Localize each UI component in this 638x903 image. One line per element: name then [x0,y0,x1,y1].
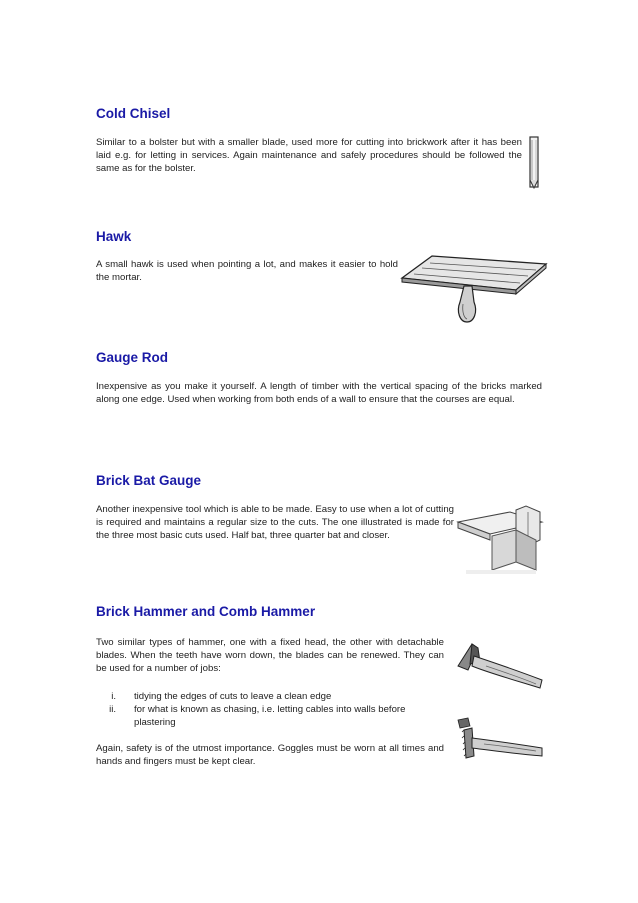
brick-hammer-heading: Brick Hammer and Comb Hammer [96,604,316,619]
cold-chisel-drawing [527,136,541,190]
gauge-rod-heading: Gauge Rod [96,350,169,365]
cold-chisel-text: Similar to a bolster but with a smaller blade, used more for cutting into brickwork after it has been laid e.g. for letting in services. Again maintenance and safely procedures should be followed the same as for the bolster. [96,137,522,174]
gauge-rod-text: Inexpensive as you make it yourself. A length of timber with the vertical spacing of the bricks marked along one edge. Used when working from both ends of a wall to ensure that the courses are equal. [96,381,542,405]
brick-bat-gauge-text: Another inexpensive tool which is able to be made. Easy to use when a lot of cutting is required and maintains a regular size to the cuts. The one illustrated is made for the three most basic cuts used. Half bat, three quarter bat and closer. [96,504,454,541]
list-item: ii. for what is known as chasing, i.e. letting cables into walls before plastering [109,704,406,728]
hawk-drawing [400,252,548,324]
brick-hammer-intro: Two similar types of hammer, one with a fixed head, the other with detachable blades. When the teeth have worn down, the blades can be renewed. They can be used for a number of jobs: [96,637,444,674]
comb-hammer-drawing [456,716,546,774]
brick-bat-gauge-drawing [456,500,544,576]
brick-hammer-closing: Again, safety is of the utmost importance. Goggles must be worn at all times and hands and fingers must be kept clear. [96,743,444,767]
brick-hammer-drawing [456,640,546,706]
hawk-heading: Hawk [96,229,132,244]
cold-chisel-heading: Cold Chisel [96,106,171,121]
hawk-text: A small hawk is used when pointing a lot, and makes it easier to hold the mortar. [96,259,398,283]
brick-hammer-uses-list [96,690,444,729]
brick-bat-gauge-heading: Brick Bat Gauge [96,473,202,488]
list-item: i. tidying the edges of cuts to leave a clean edge [111,691,332,702]
